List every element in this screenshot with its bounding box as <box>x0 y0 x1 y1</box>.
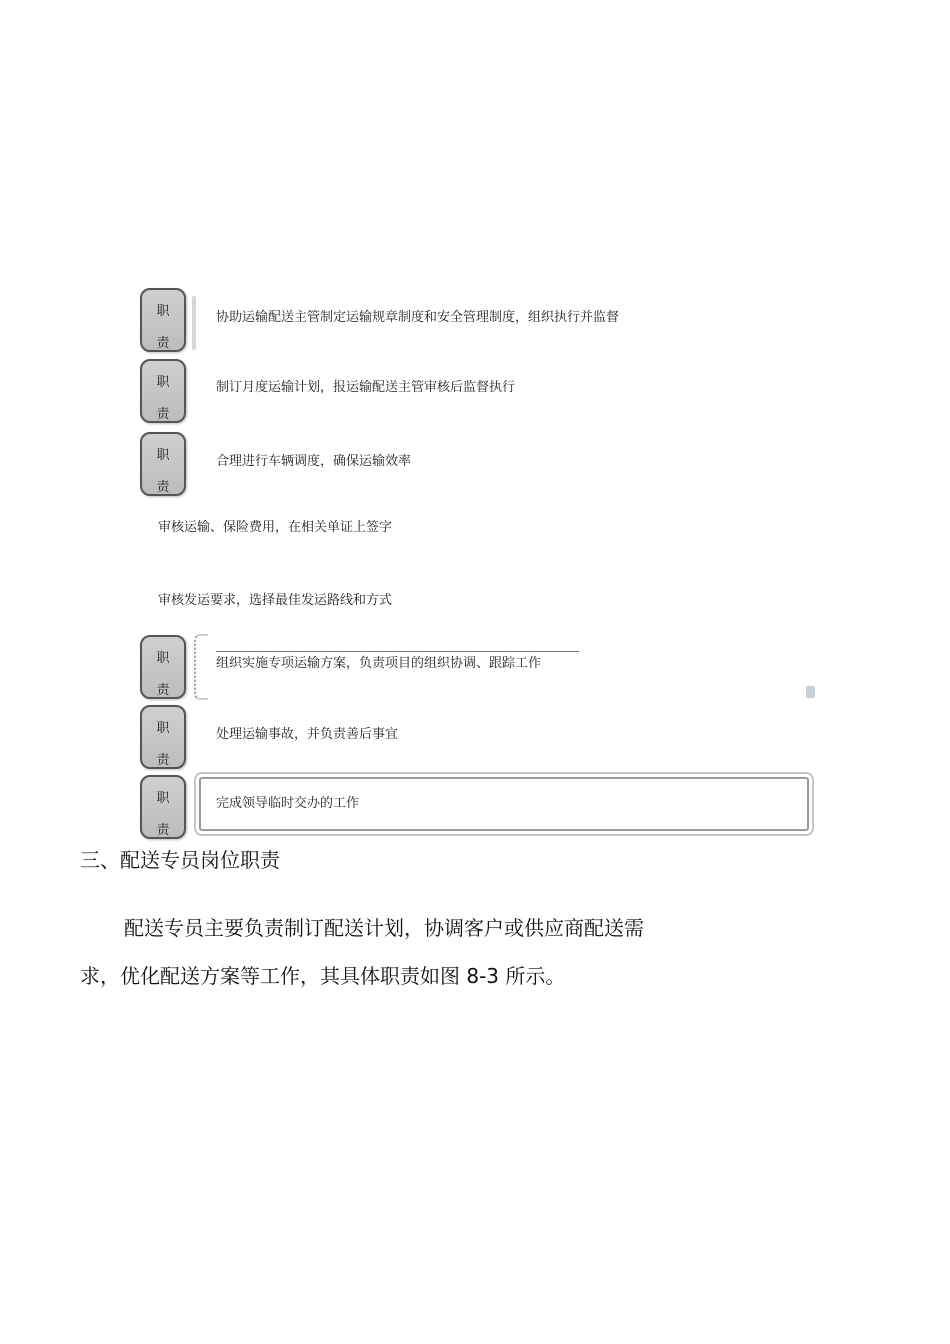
body-paragraph-line: 配送专员主要负责制订配送计划，协调客户或供应商配送需 <box>124 916 644 940</box>
responsibility-text: 组织实施专项运输方案，负责项目的组织协调、跟踪工作 <box>216 656 542 671</box>
badge-char: 责 <box>156 823 170 838</box>
badge-char: 职 <box>156 304 170 319</box>
badge-char: 职 <box>156 721 170 736</box>
responsibility-text: 审核运输、保险费用，在相关单证上签字 <box>158 520 393 535</box>
badge-char: 职 <box>156 651 170 666</box>
responsibility-text: 处理运输事故，并负责善后事宜 <box>216 727 399 742</box>
decorative-frame <box>194 634 208 700</box>
duty-badge <box>140 432 186 496</box>
responsibility-text: 审核发运要求，选择最佳发运路线和方式 <box>158 593 393 608</box>
decorative-bar <box>192 296 196 350</box>
duty-badge <box>140 288 186 352</box>
responsibility-text: 完成领导临时交办的工作 <box>216 796 360 811</box>
badge-char: 责 <box>156 336 170 351</box>
badge-char: 职 <box>156 375 170 390</box>
badge-char: 责 <box>156 683 170 698</box>
responsibility-text: 合理进行车辆调度，确保运输效率 <box>216 454 412 469</box>
decorative-corner <box>806 686 815 698</box>
badge-char: 责 <box>156 480 170 495</box>
badge-char: 职 <box>156 791 170 806</box>
duty-badge <box>140 775 186 839</box>
duty-badge <box>140 635 186 699</box>
badge-char: 责 <box>156 407 170 422</box>
duty-badge <box>140 359 186 423</box>
body-paragraph-line: 求，优化配送方案等工作，其具体职责如图 8-3 所示。 <box>80 964 566 988</box>
duty-badge <box>140 705 186 769</box>
badge-char: 职 <box>156 448 170 463</box>
badge-char: 责 <box>156 753 170 768</box>
responsibility-text: 制订月度运输计划，报运输配送主管审核后监督执行 <box>216 380 516 395</box>
responsibility-text: 协助运输配送主管制定运输规章制度和安全管理制度，组织执行并监督 <box>216 310 620 325</box>
section-heading: 三、配送专员岗位职责 <box>80 848 280 872</box>
